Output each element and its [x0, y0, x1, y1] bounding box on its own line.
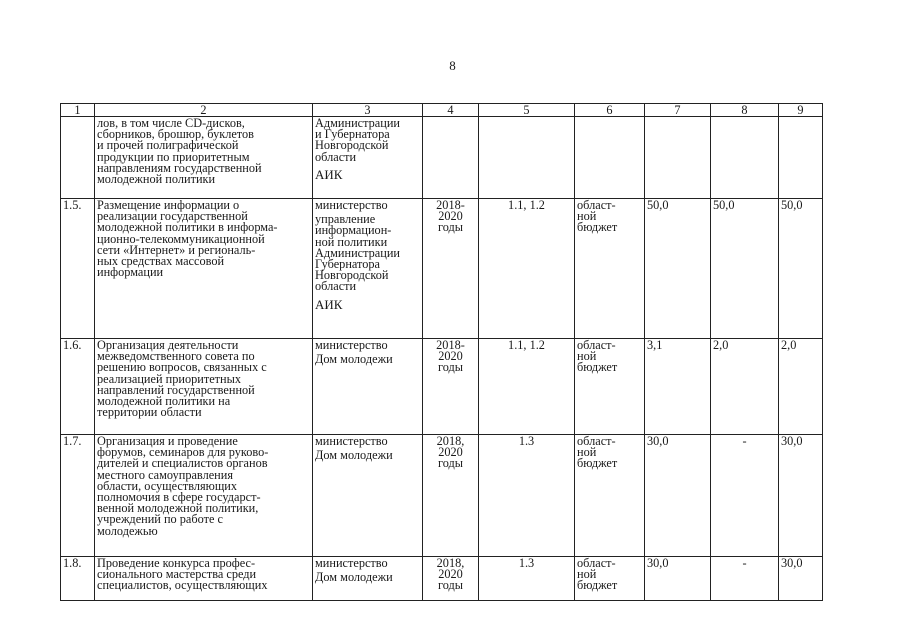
value-2018-cell: 30,0	[645, 557, 711, 601]
period-cell	[423, 557, 479, 601]
activity-cell	[95, 339, 313, 435]
period-cell	[423, 199, 479, 339]
activity-line: молодежью	[97, 523, 158, 538]
period-cell	[423, 435, 479, 557]
period-cell	[423, 117, 479, 199]
activity-line: ных средствах массовой	[97, 254, 225, 269]
column-header: 8	[711, 104, 779, 117]
source-line: област-	[577, 198, 616, 212]
activity-cell	[95, 557, 313, 601]
source-line: бюджет	[577, 360, 618, 375]
item-number-cell: 1.5.	[61, 199, 95, 339]
activity-line: и прочей полиграфической	[97, 138, 239, 153]
activity-line: Проведение конкурса профес-	[97, 556, 256, 570]
target-indicator-cell: 1.1, 1.2	[479, 199, 575, 339]
table-row	[61, 435, 823, 557]
source-line: бюджет	[577, 220, 618, 235]
activity-line: территории области	[97, 405, 202, 420]
period-line: годы	[437, 360, 464, 375]
column-header: 7	[645, 104, 711, 117]
funding-source-cell	[575, 117, 645, 199]
executor-line: Администрации	[315, 245, 400, 260]
program-activities-table	[60, 103, 823, 601]
source-line: ной	[577, 209, 597, 224]
period-line: годы	[437, 456, 464, 471]
source-line: област-	[577, 556, 616, 570]
activity-line: области, осуществляющих	[97, 478, 238, 493]
funding-source-cell	[575, 199, 645, 339]
executor-line: министерство	[315, 434, 388, 448]
item-number-cell: 1.7.	[61, 435, 95, 557]
period-line: 2018,	[436, 556, 465, 570]
value-2020-cell: 2,0	[779, 339, 823, 435]
target-indicator-cell: 1.1, 1.2	[479, 339, 575, 435]
activity-line: специалистов, осуществляющих	[97, 578, 268, 593]
page-number: 8	[449, 58, 456, 73]
executors-cell	[313, 435, 423, 557]
value-2020-cell: 30,0	[779, 435, 823, 557]
activity-line: сети «Интернет» и региональ-	[97, 242, 256, 257]
executor-aik: АИК	[315, 296, 343, 312]
funding-source-cell	[575, 339, 645, 435]
value-2020-cell	[779, 117, 823, 199]
table-header-row	[61, 104, 823, 117]
activity-line: реализации государственной	[97, 209, 248, 224]
table-row	[61, 199, 823, 339]
period-line: 2020	[438, 445, 463, 460]
executors-cell	[313, 557, 423, 601]
target-indicator-cell	[479, 117, 575, 199]
column-header: 3	[313, 104, 423, 117]
activity-line: дителей и специалистов органов	[97, 456, 268, 471]
value-2018-cell: 50,0	[645, 199, 711, 339]
executor-line: ной политики	[315, 234, 388, 249]
item-number-cell	[61, 117, 95, 199]
source-line: ной	[577, 349, 597, 364]
source-line: област-	[577, 338, 616, 352]
value-2019-cell: -	[711, 557, 779, 601]
column-header: 2	[95, 104, 313, 117]
value-2019-cell: 2,0	[711, 339, 779, 435]
period-line: годы	[437, 578, 464, 593]
activity-line: молодежной политики	[97, 172, 216, 187]
value-2020-cell: 50,0	[779, 199, 823, 339]
activity-line: межведомственного совета по	[97, 349, 255, 364]
executor-line: информацион-	[315, 223, 392, 238]
table-row	[61, 339, 823, 435]
activity-cell	[95, 435, 313, 557]
executor-line: Администрации	[315, 116, 400, 130]
value-2018-cell	[645, 117, 711, 199]
value-2020-cell: 30,0	[779, 557, 823, 601]
executors-cell	[313, 117, 423, 199]
source-line: бюджет	[577, 578, 618, 593]
activity-line: лов, в том числе CD-дисков,	[97, 116, 245, 130]
period-line: 2018-	[436, 338, 465, 352]
column-header: 9	[779, 104, 823, 117]
activity-line: молодежной политики в информа-	[97, 220, 278, 235]
column-header: 1	[61, 104, 95, 117]
period-line: 2020	[438, 567, 463, 582]
executor-line: области	[315, 279, 357, 294]
executor-line: области	[315, 149, 357, 164]
activity-line: молодежной политики на	[97, 394, 231, 409]
value-2019-cell: -	[711, 435, 779, 557]
activity-line: сборников, брошюр, буклетов	[97, 127, 254, 142]
activity-line: форумов, семинаров для руково-	[97, 445, 269, 460]
activity-cell	[95, 199, 313, 339]
executors-cell	[313, 199, 423, 339]
period-line: 2020	[438, 209, 463, 224]
funding-source-cell	[575, 557, 645, 601]
executor-aik: АИК	[315, 166, 343, 182]
column-header: 4	[423, 104, 479, 117]
executor-line: министерство	[315, 198, 388, 212]
target-indicator-cell: 1.3	[479, 557, 575, 601]
funding-source-cell	[575, 435, 645, 557]
item-number-cell: 1.6.	[61, 339, 95, 435]
table-row	[61, 557, 823, 601]
period-cell	[423, 339, 479, 435]
activity-line: венной молодежной политики,	[97, 501, 259, 516]
activity-line: продукции по приоритетным	[97, 149, 250, 164]
activity-line: ционно-телекоммуникационной	[97, 231, 265, 246]
value-2019-cell: 50,0	[711, 199, 779, 339]
column-header: 5	[479, 104, 575, 117]
period-line: 2020	[438, 349, 463, 364]
source-line: бюджет	[577, 456, 618, 471]
target-indicator-cell: 1.3	[479, 435, 575, 557]
activity-line: направлениям государственной	[97, 160, 262, 175]
activity-line: решению вопросов, связанных с	[97, 360, 267, 375]
activity-line: местного самоуправления	[97, 467, 233, 482]
activity-line: полномочия в сфере государст-	[97, 490, 261, 505]
activity-cell	[95, 117, 313, 199]
executor-line: министерство	[315, 556, 388, 570]
executor-line: Губернатора	[315, 257, 381, 272]
executor-line: Новгородской	[315, 268, 389, 283]
item-number-cell: 1.8.	[61, 557, 95, 601]
source-line: област-	[577, 434, 616, 448]
activity-line: реализацией приоритетных	[97, 371, 242, 386]
executor-line: Дом молодежи	[315, 448, 393, 463]
executor-line: Новгородской	[315, 138, 389, 153]
source-line: ной	[577, 445, 597, 460]
executor-line: министерство	[315, 338, 388, 352]
executor-line: Дом молодежи	[315, 570, 393, 585]
value-2018-cell: 30,0	[645, 435, 711, 557]
executor-line: управление	[315, 212, 376, 227]
activity-line: Организация и проведение	[97, 434, 238, 448]
table-row	[61, 117, 823, 199]
activity-line: учреждений по работе с	[97, 512, 223, 527]
executor-line: Дом молодежи	[315, 352, 393, 367]
executors-cell	[313, 339, 423, 435]
column-header: 6	[575, 104, 645, 117]
value-2018-cell: 3,1	[645, 339, 711, 435]
activity-line: сионального мастерства среди	[97, 567, 257, 582]
period-line: 2018,	[436, 434, 465, 448]
period-line: 2018-	[436, 198, 465, 212]
period-line: годы	[437, 220, 464, 235]
executor-line: и Губернатора	[315, 127, 390, 142]
activity-line: Размещение информации о	[97, 198, 240, 212]
activity-line: информации	[97, 265, 164, 280]
value-2019-cell	[711, 117, 779, 199]
activity-line: Организация деятельности	[97, 338, 239, 352]
activity-line: направлений государственной	[97, 382, 255, 397]
source-line: ной	[577, 567, 597, 582]
